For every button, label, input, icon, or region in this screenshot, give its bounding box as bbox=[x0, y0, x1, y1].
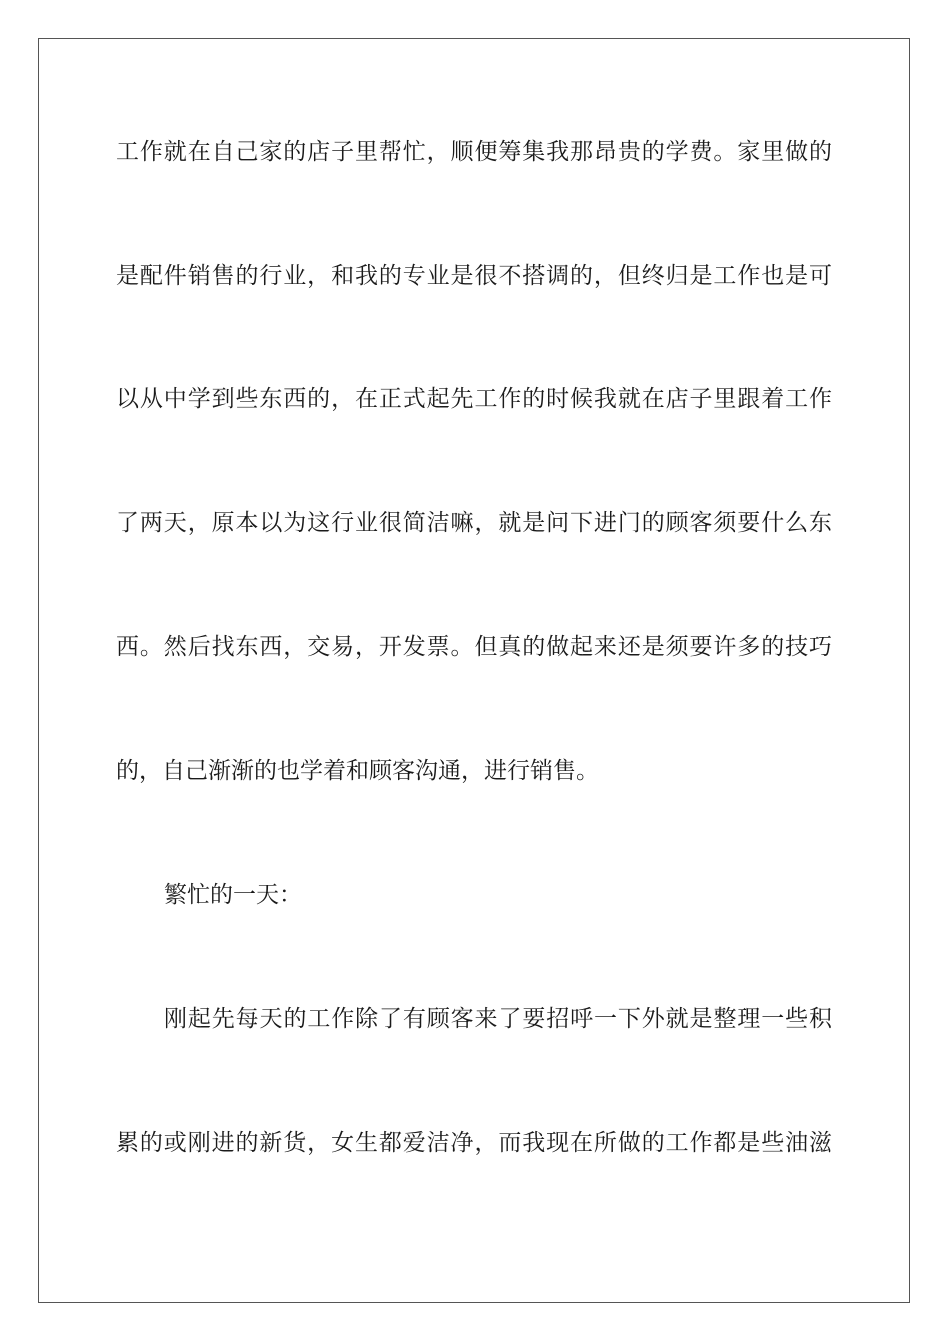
text-line: 累的或刚进的新货，女生都爱洁净，而我现在所做的工作都是些油滋 bbox=[116, 1130, 832, 1156]
text-line: 以从中学到些东西的，在正式起先工作的时候我就在店子里跟着工作 bbox=[116, 386, 832, 412]
text-line: 是配件销售的行业，和我的专业是很不搭调的，但终归是工作也是可 bbox=[116, 263, 832, 289]
text-line: 的，自己渐渐的也学着和顾客沟通，进行销售。 bbox=[116, 758, 599, 784]
page-frame bbox=[38, 38, 910, 1303]
text-line: 工作就在自己家的店子里帮忙，顺便筹集我那昂贵的学费。家里做的 bbox=[116, 139, 832, 165]
text-line: 刚起先每天的工作除了有顾客来了要招呼一下外就是整理一些积 bbox=[164, 1006, 832, 1032]
text-line: 西。然后找东西，交易，开发票。但真的做起来还是须要许多的技巧 bbox=[116, 634, 832, 660]
text-line: 了两天，原本以为这行业很简洁嘛，就是问下进门的顾客须要什么东 bbox=[116, 510, 832, 536]
section-heading: 繁忙的一天： bbox=[164, 882, 302, 908]
